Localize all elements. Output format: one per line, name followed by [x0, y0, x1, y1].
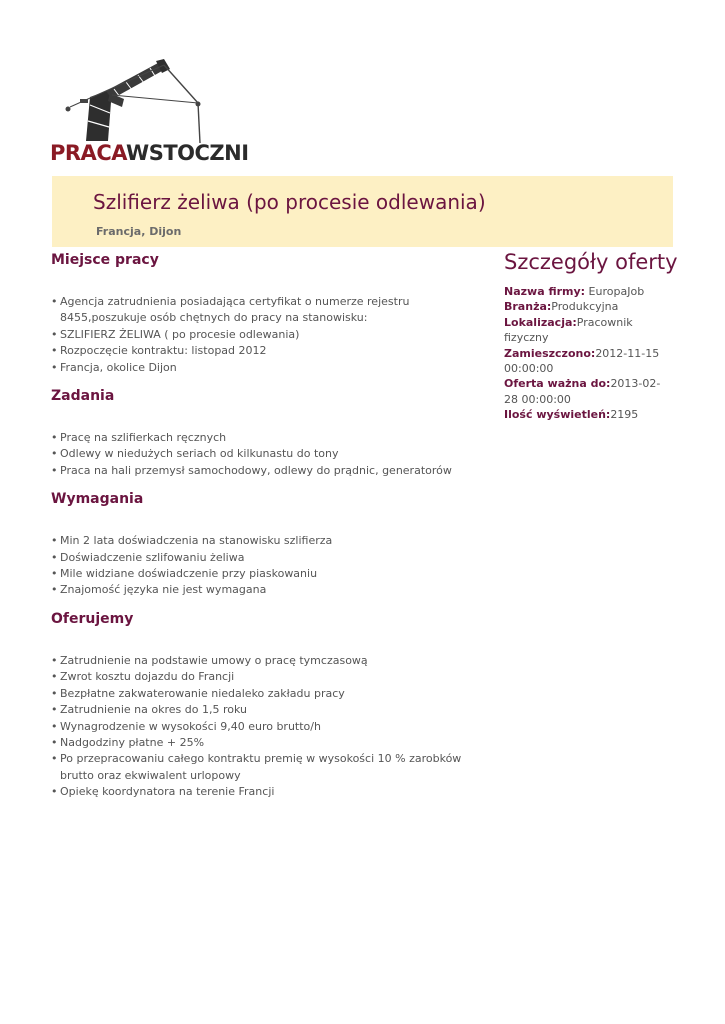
detail-valid-until — [504, 376, 674, 407]
list-item: • Wynagrodzenie w wysokości 9,40 euro brutto/h — [51, 719, 491, 735]
list-item: • Po przepracowaniu całego kontraktu premię w wysokości 10 % zarobków brutto oraz ekwiwalent urlopowy — [51, 751, 491, 784]
logo-part-praca: PRACA — [50, 141, 127, 165]
list-item: • SZLIFIERZ ŻELIWA ( po procesie odlewania) — [51, 327, 491, 343]
job-header-banner — [52, 176, 673, 247]
list-item: • Doświadczenie szlifowaniu żeliwa — [51, 550, 491, 566]
list-item: • Zwrot kosztu dojazdu do Francji — [51, 669, 491, 685]
section-oferujemy — [51, 609, 491, 801]
list-item: • Nadgodziny płatne + 25% — [51, 735, 491, 751]
detail-value: Pracownik fizyczny — [504, 315, 633, 345]
detail-views — [504, 407, 674, 422]
job-location: Francja, Dijon — [96, 225, 182, 238]
detail-posted — [504, 346, 674, 377]
list-item: • Opiekę koordynatora na terenie Francji — [51, 784, 491, 800]
crane-icon — [50, 55, 230, 145]
offer-details-title: Szczegóły oferty — [504, 250, 678, 274]
job-title: Szlifierz żeliwa (po procesie odlewania) — [93, 190, 486, 214]
section-list — [51, 533, 491, 599]
list-item: • Zatrudnienie na podstawie umowy o pracę tymczasową — [51, 653, 491, 669]
section-list — [51, 653, 491, 801]
section-heading: Zadania — [51, 388, 115, 405]
detail-location — [504, 315, 674, 346]
section-list — [51, 430, 491, 479]
section-heading: Oferujemy — [51, 610, 134, 627]
detail-label: Branża: — [504, 300, 552, 314]
detail-value: 2012-11-15 00:00:00 — [504, 346, 660, 376]
section-zadania — [51, 386, 491, 479]
detail-label: Lokalizacja: — [504, 315, 577, 329]
detail-label: Nazwa firmy: — [504, 285, 586, 298]
section-wymagania — [51, 489, 491, 599]
list-item: • Praca na hali przemysł samochodowy, odlewy do prądnic, generatorów — [51, 463, 491, 479]
detail-value: EuropaJob — [585, 285, 645, 298]
offer-details-list — [504, 284, 674, 423]
logo-wordmark — [50, 141, 249, 165]
list-item: • Francja, okolice Dijon — [51, 360, 491, 376]
list-item: • Min 2 lata doświadczenia na stanowisku szlifierza — [51, 533, 491, 549]
list-item: • Mile widziane doświadczenie przy piaskowaniu — [51, 566, 491, 582]
detail-label: Oferta ważna do: — [504, 377, 611, 391]
offer-details-panel — [504, 250, 678, 423]
logo-part-wstoczni: WSTOCZNI — [126, 141, 249, 165]
section-list — [51, 294, 491, 376]
list-item: • Rozpoczęcie kontraktu: listopad 2012 — [51, 343, 491, 359]
list-item: • Odlewy w niedużych seriach od kilkunastu do tony — [51, 446, 491, 462]
section-heading: Wymagania — [51, 491, 144, 508]
section-heading: Miejsce pracy — [51, 252, 159, 268]
detail-value: Produkcyjna — [551, 300, 619, 314]
list-item: • Znajomość języka nie jest wymagana — [51, 582, 491, 598]
list-item: • Pracę na szlifierkach ręcznych — [51, 430, 491, 446]
list-item: • Bezpłatne zakwaterowanie niedaleko zakładu pracy — [51, 686, 491, 702]
detail-company — [504, 284, 674, 299]
detail-label: Ilość wyświetleń: — [504, 408, 611, 422]
job-description — [51, 250, 491, 801]
detail-label: Zamieszczono: — [504, 346, 596, 360]
detail-value: 2013-02-28 00:00:00 — [504, 377, 661, 406]
detail-industry — [504, 299, 674, 314]
section-miejsce-pracy — [51, 250, 491, 376]
list-item: • Agencja zatrudnienia posiadająca certyfikat o numerze rejestru 8455,poszukuje osób chętnych do pracy na stanowisku: — [51, 294, 491, 327]
detail-value: 2195 — [610, 408, 639, 422]
site-logo[interactable] — [50, 55, 249, 170]
list-item: • Zatrudnienie na okres do 1,5 roku — [51, 702, 491, 718]
